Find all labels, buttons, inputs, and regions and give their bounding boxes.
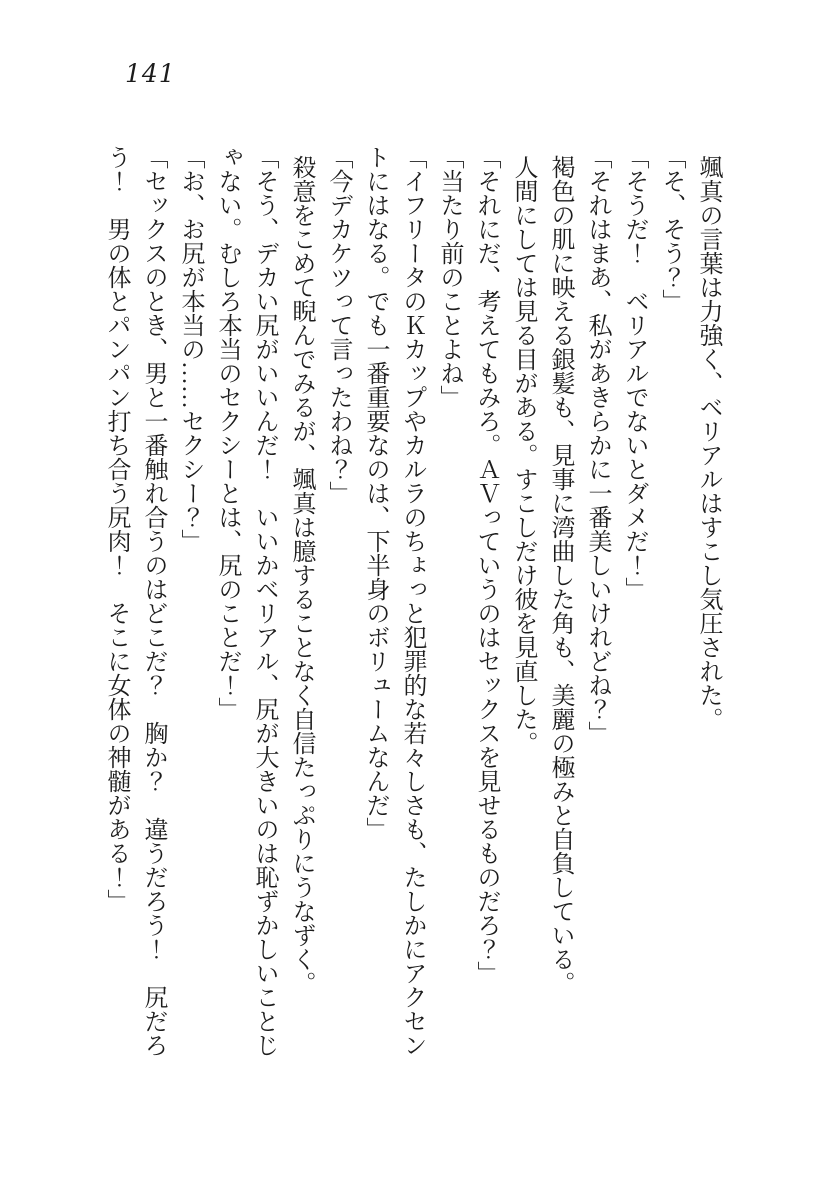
text-line: 「そう、デカい尻がいいんだ！ いいかベリアル、尻が大きいのは恥ずかしいことじ — [251, 145, 277, 1057]
text-line: 「それにだ、考えてもみろ。ＡＶっていうのはセックスを見せるものだろ？」 — [473, 145, 499, 985]
text-line: う！ 男の体とパンパン打ち合う尻肉！ そこに女体の神髄がある！」 — [103, 145, 129, 913]
text-line: 「それはまあ、私があきらかに一番美しいけれどね？」 — [584, 145, 610, 745]
text-line: トにはなる。でも一番重要なのは、下半身のボリュームなんだ」 — [362, 145, 388, 841]
text-line: 殺意をこめて睨んでみるが、颯真は臆することなく自信たっぷりにうなずく。 — [288, 155, 314, 995]
text-line: 「当たり前のことよね」 — [436, 145, 462, 409]
text-line: 「そ、そう？」 — [658, 145, 684, 313]
text-line: 「今デカケツって言ったわね？」 — [325, 145, 351, 505]
text-line: 颯真の言葉は力強く、ベリアルはすこし気圧された。 — [695, 155, 721, 731]
text-line: ゃない。むしろ本当のセクシーとは、尻のことだ！」 — [214, 145, 240, 721]
text-line: 人間にしては見る目がある。すこしだけ彼を見直した。 — [510, 155, 536, 755]
text-line: 褐色の肌に映える銀髪も、見事に湾曲した角も、美麗の極みと自負している。 — [547, 155, 573, 995]
text-line: 「お、お尻が本当の……セクシー？」 — [177, 145, 203, 553]
vertical-text-block — [97, 145, 726, 1061]
text-line: 「イフリータのＫカップやカルラのちょっと犯罪的な若々しさも、たしかにアクセン — [399, 145, 425, 1057]
text-line: 「セックスのとき、男と一番触れ合うのはどこだ？ 胸か？ 違うだろう！ 尻だろ — [140, 145, 166, 1057]
page-number: 141 — [125, 59, 176, 88]
text-line: 「そうだ！ ベリアルでないとダメだ！」 — [621, 145, 647, 601]
